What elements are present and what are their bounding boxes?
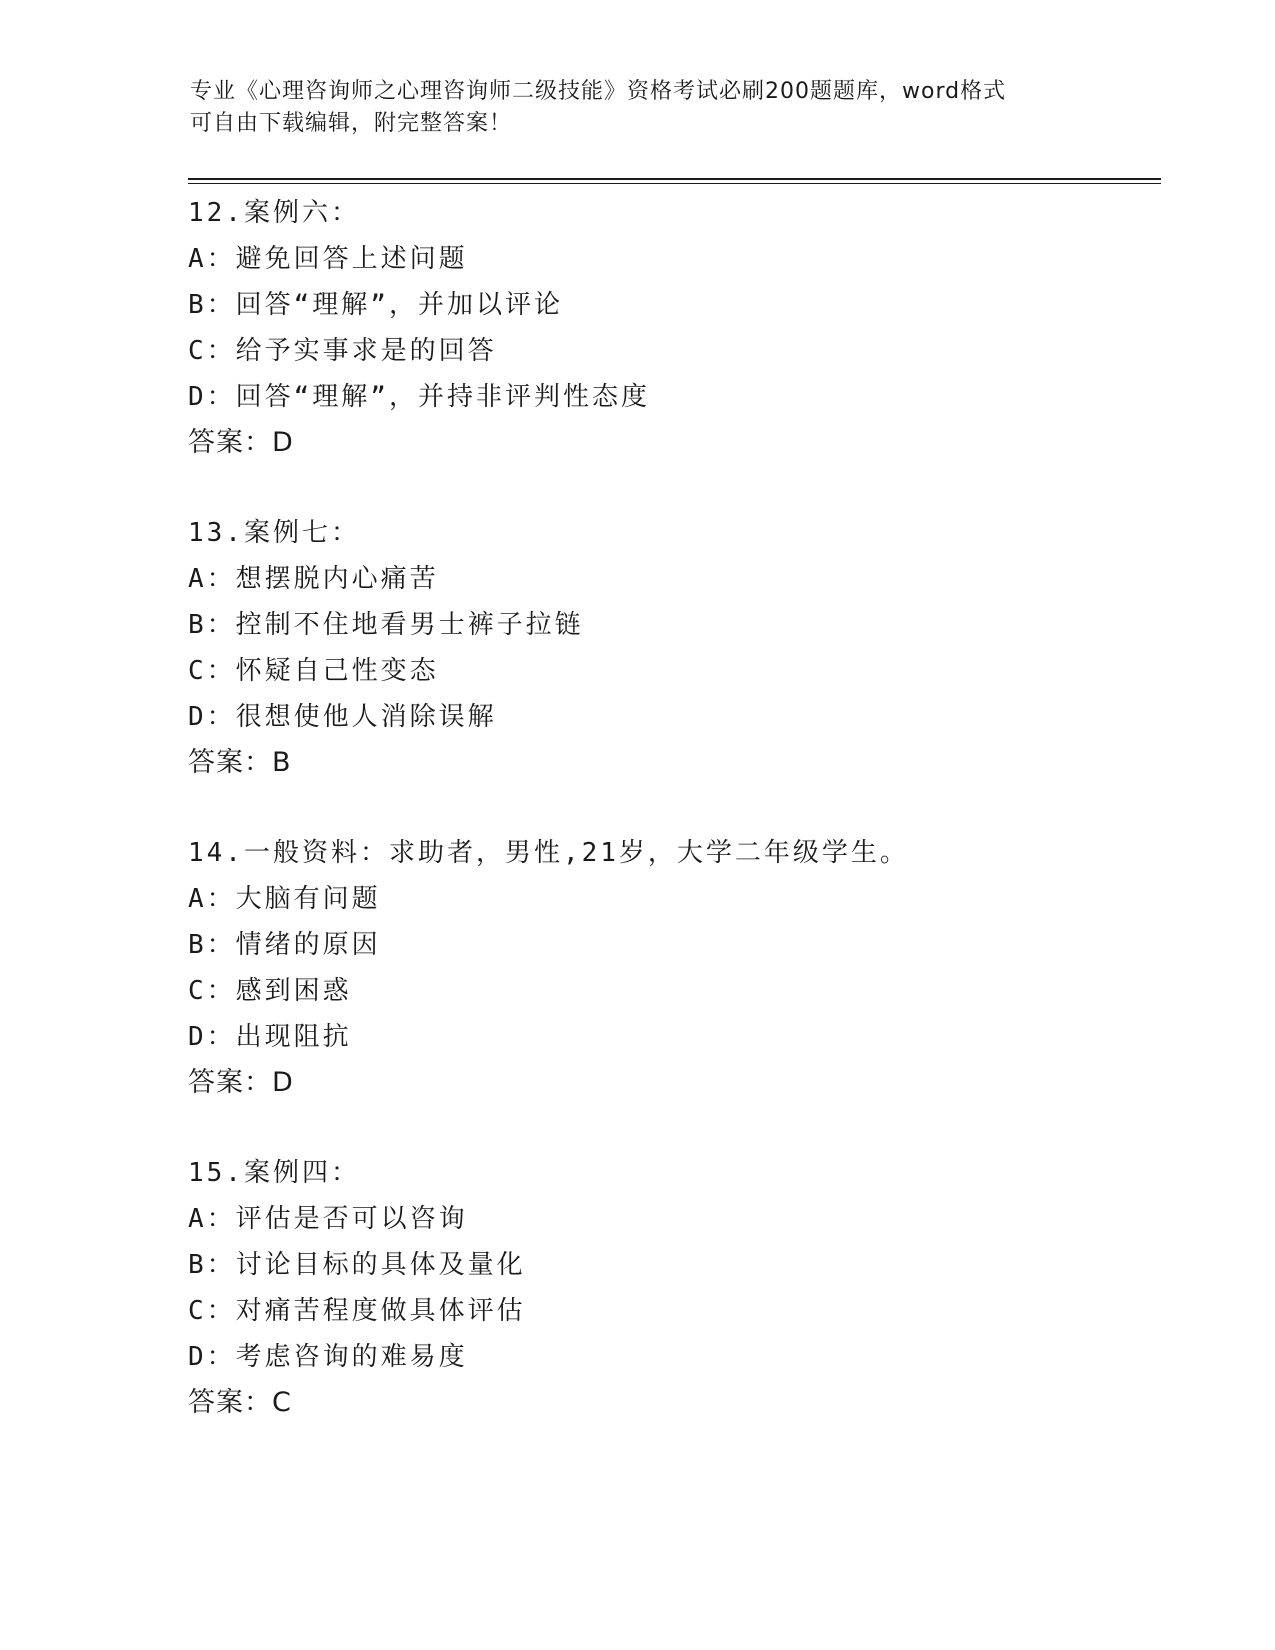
option-a: A：大脑有问题	[188, 884, 381, 914]
option-b: B：控制不住地看男士裤子拉链	[188, 610, 584, 640]
answer-line: 答案：D	[188, 427, 294, 458]
option-a: A：评估是否可以咨询	[188, 1204, 468, 1234]
answer-line: 答案：B	[188, 747, 292, 778]
question-15	[188, 1150, 1148, 1426]
option-c: C：感到困惑	[188, 976, 352, 1006]
option-c: C：给予实事求是的回答	[188, 336, 497, 366]
document-header	[190, 76, 1090, 140]
question-stem: 13.案例七：	[188, 518, 360, 548]
option-d: D：出现阻抗	[188, 1022, 352, 1052]
header-rule-thin	[188, 183, 1161, 184]
header-line-2: 可自由下载编辑，附完整答案！	[190, 111, 513, 136]
question-stem: 12.案例六：	[188, 198, 360, 228]
option-b: B：回答“理解”，并加以评论	[188, 290, 563, 320]
option-d: D：回答“理解”，并持非评判性态度	[188, 382, 650, 412]
option-d: D：很想使他人消除误解	[188, 702, 497, 732]
option-b: B：讨论目标的具体及量化	[188, 1250, 526, 1280]
answer-line: 答案：D	[188, 1067, 294, 1098]
question-stem: 15.案例四：	[188, 1158, 360, 1188]
option-a: A：想摆脱内心痛苦	[188, 564, 439, 594]
option-d: D：考虑咨询的难易度	[188, 1342, 468, 1372]
answer-line: 答案：C	[188, 1387, 292, 1418]
question-12	[188, 190, 1148, 466]
option-b: B：情绪的原因	[188, 930, 381, 960]
header-line-1: 专业《心理咨询师之心理咨询师二级技能》资格考试必刷200题题库，word格式	[190, 79, 1007, 104]
option-a: A：避免回答上述问题	[188, 244, 468, 274]
option-c: C：对痛苦程度做具体评估	[188, 1296, 526, 1326]
question-13	[188, 510, 1148, 786]
question-stem: 14.一般资料：求助者，男性,21岁，大学二年级学生。	[188, 838, 909, 868]
header-rule-thick	[188, 178, 1161, 180]
question-14	[188, 830, 1148, 1106]
option-c: C：怀疑自己性变态	[188, 656, 439, 686]
question-list	[188, 190, 1148, 1426]
